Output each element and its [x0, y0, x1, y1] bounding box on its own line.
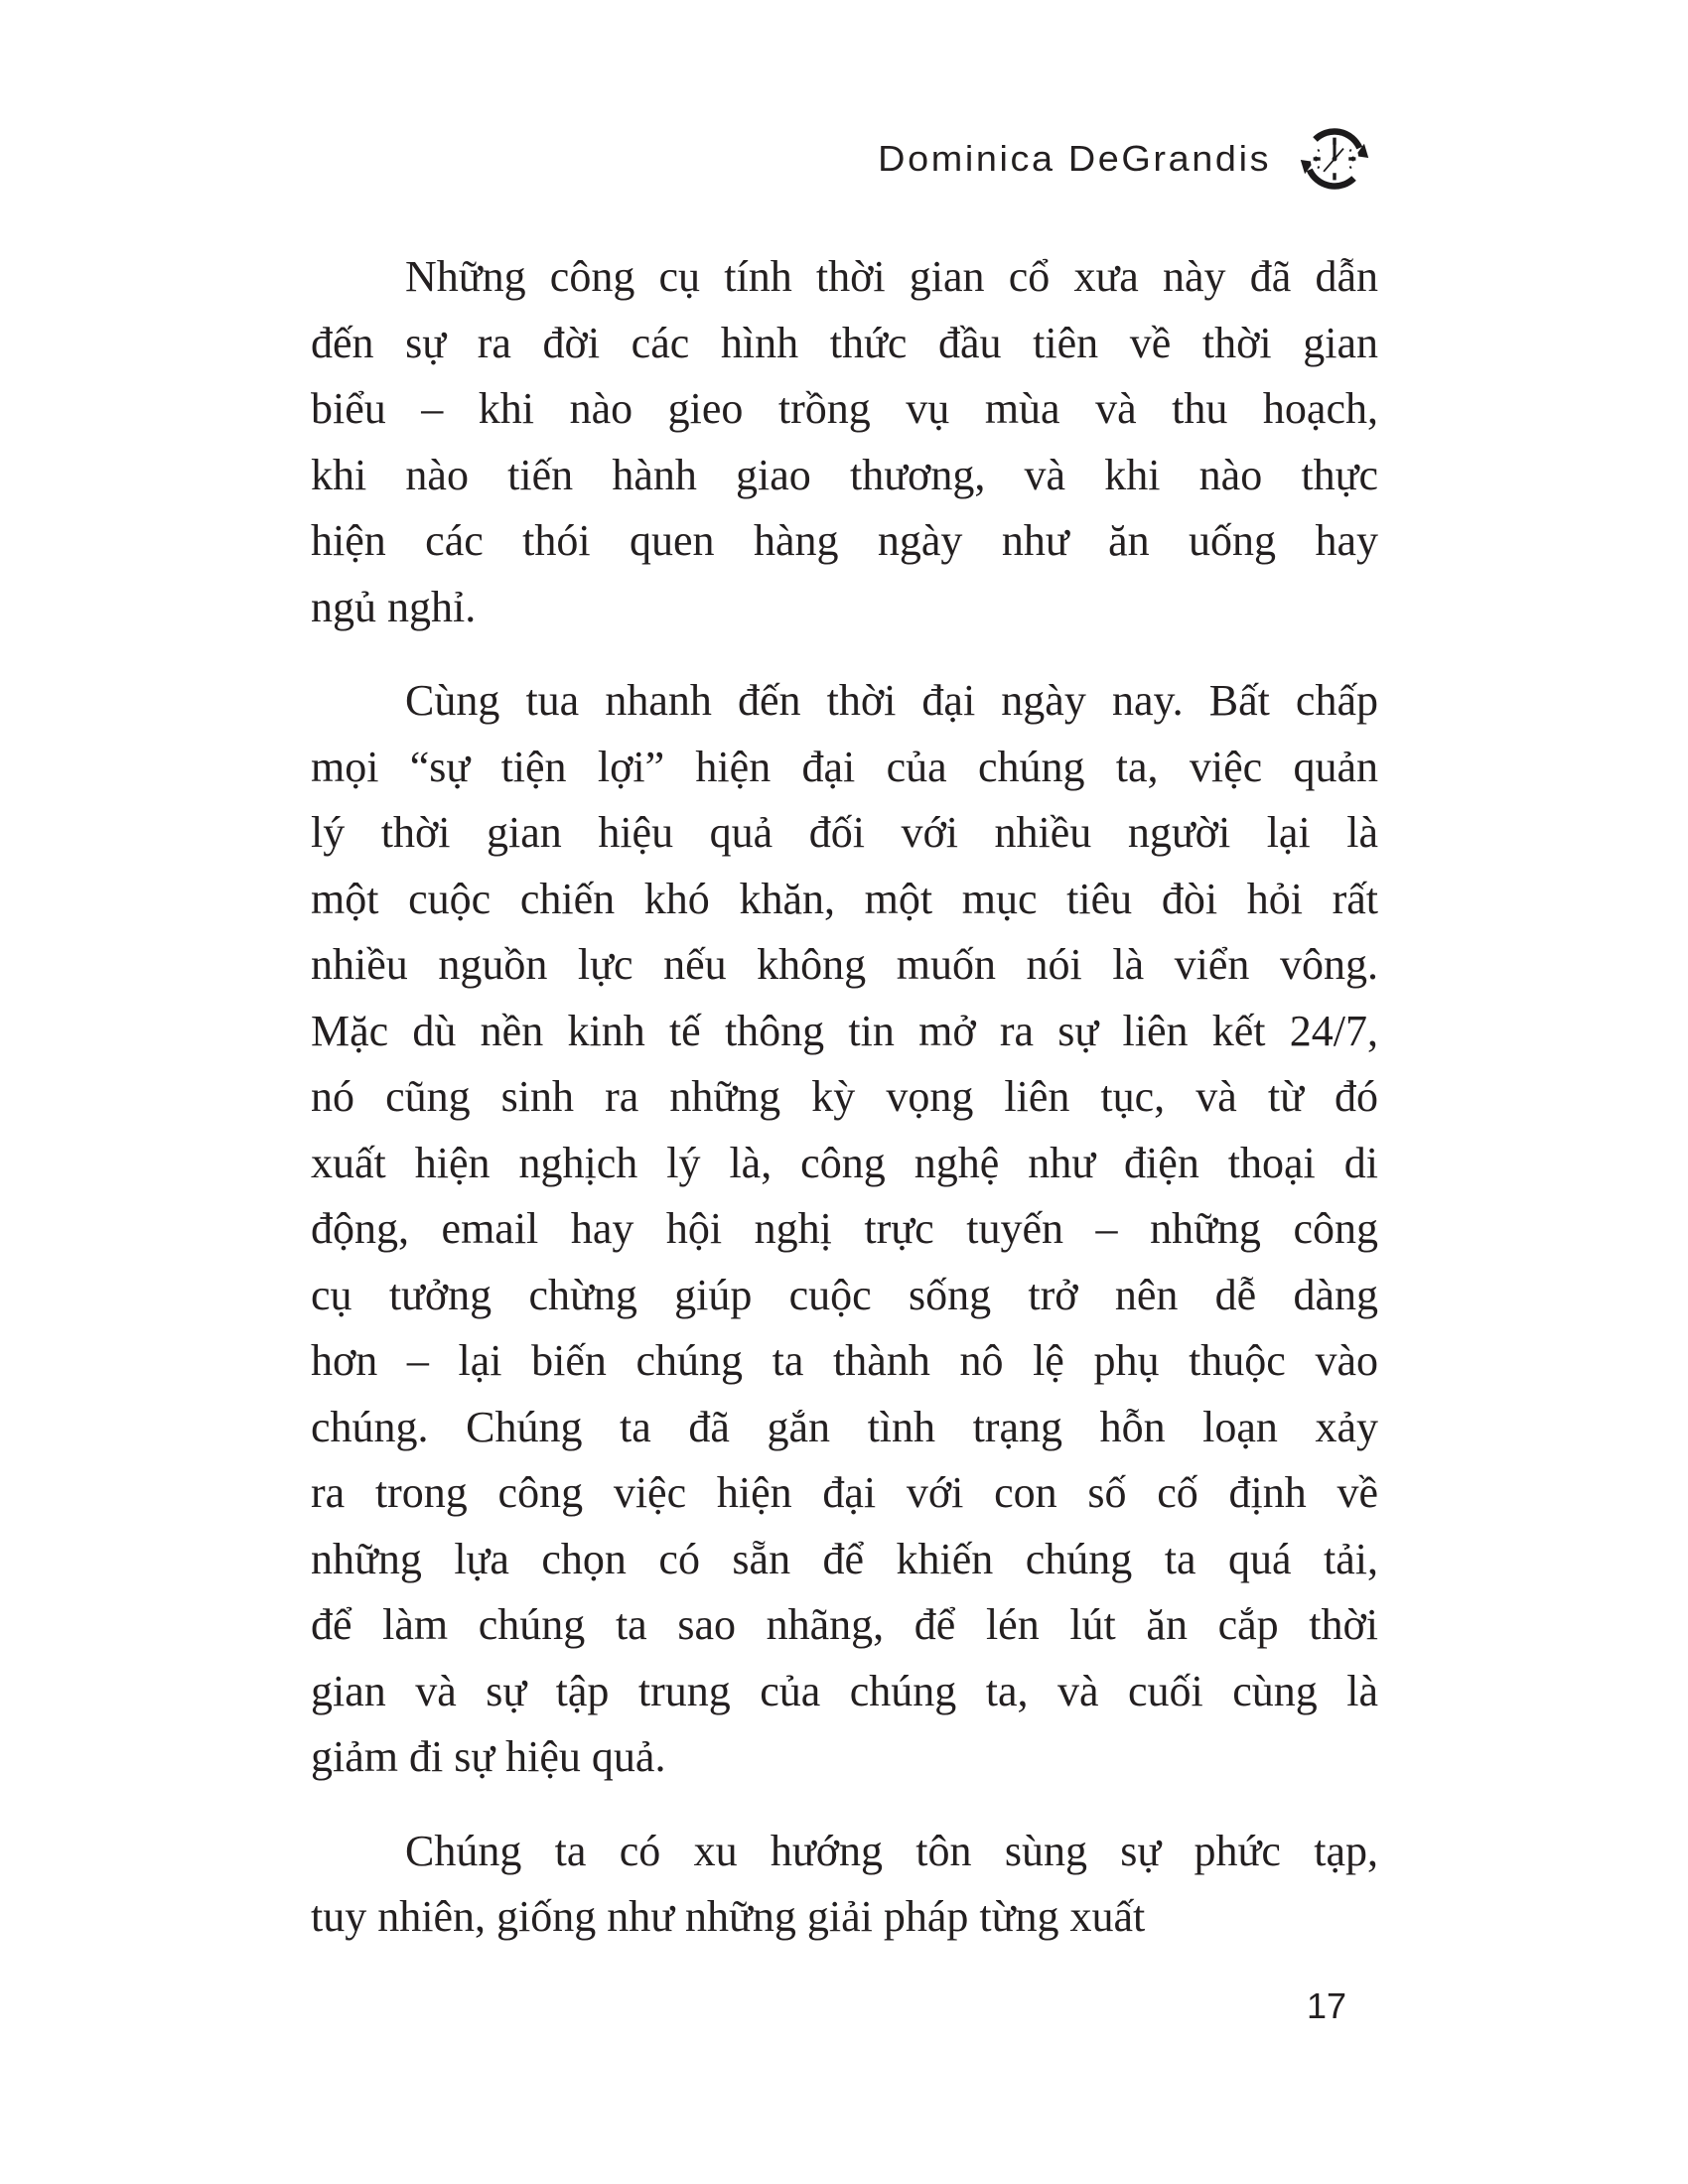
text-line: để làm chúng ta sao nhãng, để lén lút ăn cắp thời — [311, 1600, 1378, 1649]
text-line: đến sự ra đời các hình thức đầu tiên về thời gian — [311, 318, 1378, 367]
text-line: ngủ nghỉ. — [311, 582, 477, 631]
text-line: khi nào tiến hành giao thương, và khi nào thực — [311, 450, 1378, 499]
text-line: xuất hiện nghịch lý là, công nghệ như điện thoại di — [311, 1138, 1378, 1187]
text-line: giảm đi sự hiệu quả. — [311, 1732, 666, 1781]
text-line: một cuộc chiến khó khăn, một mục tiêu đòi hỏi rất — [311, 874, 1378, 923]
text-line: tuy nhiên, giống như những giải pháp từng xuất — [311, 1892, 1146, 1941]
text-line: Chúng ta có xu hướng tôn sùng sự phức tạp, — [405, 1826, 1378, 1875]
text-line: ra trong công việc hiện đại với con số cố định về — [311, 1468, 1378, 1517]
text-line: mọi “sự tiện lợi” hiện đại của chúng ta, việc quản — [311, 742, 1378, 791]
page-header — [878, 117, 1372, 201]
clock-with-circular-arrows-icon — [1297, 121, 1372, 197]
body-text — [311, 244, 1378, 1979]
text-line: hiện các thói quen hàng ngày như ăn uống hay — [311, 516, 1378, 565]
text-line: nó cũng sinh ra những kỳ vọng liên tục, và từ đó — [311, 1072, 1378, 1121]
text-line: lý thời gian hiệu quả đối với nhiều người lại là — [311, 808, 1378, 857]
text-line: Những công cụ tính thời gian cổ xưa này đã dẫn — [405, 252, 1378, 301]
text-line: Mặc dù nền kinh tế thông tin mở ra sự liên kết 24/7, — [311, 1006, 1378, 1055]
text-line: gian và sự tập trung của chúng ta, và cuối cùng là — [311, 1666, 1378, 1715]
text-line: động, email hay hội nghị trực tuyến – những công — [311, 1204, 1378, 1253]
text-line: những lựa chọn có sẵn để khiến chúng ta quá tải, — [311, 1534, 1378, 1583]
author-name: Dominica DeGrandis — [878, 138, 1271, 179]
paragraph-1 — [311, 244, 1378, 640]
text-line: nhiều nguồn lực nếu không muốn nói là viển vông. — [311, 940, 1378, 989]
text-line: cụ tưởng chừng giúp cuộc sống trở nên dễ dàng — [311, 1270, 1378, 1319]
text-line: Cùng tua nhanh đến thời đại ngày nay. Bất chấp — [405, 676, 1378, 725]
paragraph-3 — [311, 1819, 1378, 1951]
page-number: 17 — [1306, 1985, 1346, 2026]
paragraph-2 — [311, 668, 1378, 1791]
text-line: hơn – lại biến chúng ta thành nô lệ phụ thuộc vào — [311, 1336, 1378, 1385]
text-line: chúng. Chúng ta đã gắn tình trạng hỗn loạn xảy — [311, 1402, 1378, 1451]
text-line: biểu – khi nào gieo trồng vụ mùa và thu hoạch, — [311, 384, 1378, 433]
